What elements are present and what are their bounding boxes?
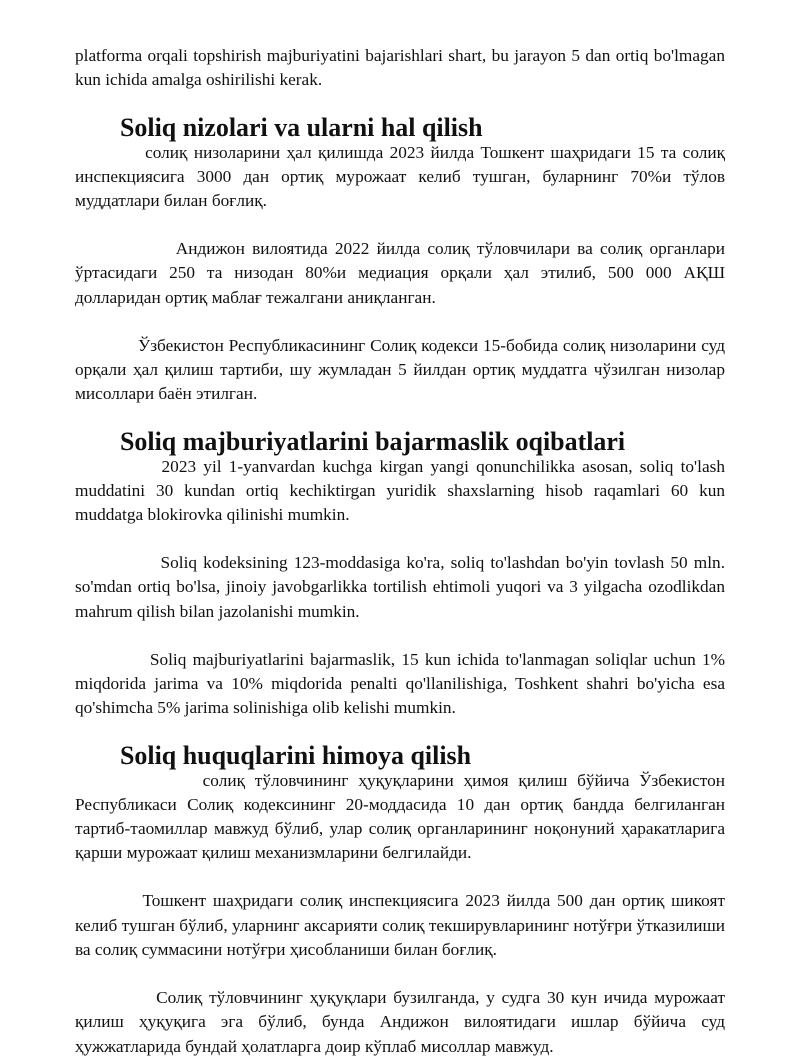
- paragraph-text: Андижон вилоятида 2022 йилда солиқ тўловчилари ва солиқ органлари ўртасидаги 250 та низодан 80%и медиация орқали ҳал этилиб, 500 000 АҚШ долларидан ортиқ маблағ тежалгани аниқланган.: [75, 239, 725, 307]
- section-heading: Soliq nizolari va ularni hal qilish: [120, 113, 483, 143]
- paragraph-indent: [75, 771, 203, 790]
- paragraph-indent: [75, 891, 142, 910]
- paragraph-text: Солиқ тўловчининг ҳуқуқлари бузилганда, у судга 30 кун ичида мурожаат қилиш ҳуқуқига эга бўлиб, бунда Андижон вилоятидаги ишлар бўйича суд ҳужжатларида бундай ҳолатларга доир кўплаб мисоллар мавжуд.: [75, 988, 726, 1056]
- paragraph-text: Ўзбекистон Республикасининг Солиқ кодекси 15-бобида солиқ низоларини суд орқали ҳал қилиш тартиби, шу жумладан 5 йилдан ортиқ муддатга чўзилган низолар мисоллари баён этилган.: [75, 335, 725, 404]
- paragraph-indent: [75, 553, 161, 572]
- document-page: [75, 44, 725, 1059]
- paragraph: [75, 889, 725, 962]
- spacer: [75, 962, 725, 986]
- paragraph: [75, 769, 725, 866]
- paragraph: [75, 334, 725, 407]
- paragraph: [75, 648, 725, 721]
- paragraph-indent: [75, 336, 138, 355]
- paragraph-indent: [75, 143, 145, 162]
- spacer: [75, 865, 725, 889]
- paragraph: [75, 551, 725, 624]
- spacer: [75, 310, 725, 334]
- paragraph-text: Soliq majburiyatlarini bajarmaslik, 15 kun ichida to'lanmagan soliqlar uchun 1% miqdorida jarima va 10% miqdorida penalti qo'llanilishiga, Toshkent shahri bo'yicha esa qo'shimcha 5% jarima solinishiga olib kelishi mumkin.: [75, 649, 725, 718]
- paragraph-indent: [75, 650, 150, 669]
- section-tax-disputes: [75, 113, 725, 406]
- paragraph-text: Soliq kodeksining 123-moddasiga ko'ra, soliq to'lashdan bo'yin tovlash 50 mln. so'mdan ortiq bo'lsa, jinoiy javobgarlikka tortilish ehtimoli yuqori va 3 yilgacha ozodlikdan mahrum qilish bilan jazolanishi mumkin.: [75, 553, 726, 621]
- section-tax-obligation-consequences: [75, 427, 726, 720]
- section-tax-rights-protection: [75, 741, 726, 1058]
- spacer: [75, 213, 725, 237]
- paragraph-text: 2023 yil 1-yanvardan kuchga kirgan yangi qonunchilikka asosan, soliq to'lash muddatini 30 kundan ortiq kechiktirgan yuridik shaxslarning hisob raqamlari 60 kun muddatga blokirovka qilinishi mumkin.: [75, 456, 725, 525]
- paragraph-text: Тошкент шаҳридаги солиқ инспекциясига 2023 йилда 500 дан ортиқ шикоят келиб тушган бўлиб, уларнинг аксарияти солиқ текширувларининг нотўғри ўтказилиши ва солиқ суммасини нотўғри ҳисобланиши билан боғлиқ.: [75, 891, 725, 959]
- paragraph-indent: [75, 988, 156, 1007]
- intro-paragraph: platforma orqali topshirish majburiyatini bajarishlari shart, bu jarayon 5 dan ortiq bo'lmagan kun ichida amalga oshirilishi kerak.: [75, 46, 725, 90]
- paragraph: [75, 986, 725, 1059]
- section-heading: Soliq majburiyatlarini bajarmaslik oqibatlari: [120, 427, 626, 457]
- spacer: [75, 624, 725, 648]
- paragraph: [75, 141, 725, 214]
- paragraph: [75, 237, 725, 310]
- paragraph: [75, 455, 725, 528]
- paragraph-indent: [75, 457, 162, 476]
- paragraph-indent: [75, 239, 176, 258]
- spacer: [75, 527, 725, 551]
- section-heading: Soliq huquqlarini himoya qilish: [120, 741, 472, 771]
- paragraph-text: солиқ тўловчининг ҳуқуқларини ҳимоя қилиш бўйича Ўзбекистон Республикаси Солиқ кодексининг 20-моддасида 10 дан ортиқ бандда белгиланган тартиб-таомиллар мавжуд бўлиб, улар солиқ органларининг ноқонуний ҳаракатларига қарши мурожаат қилиш механизмларини белгилайди.: [75, 770, 725, 863]
- paragraph-text: солиқ низоларини ҳал қилишда 2023 йилда Тошкент шаҳридаги 15 та солиқ инспекциясига 3000 дан ортиқ мурожаат келиб тушган, буларнинг 70%и тўлов муддатлари билан боғлиқ.: [75, 142, 725, 211]
